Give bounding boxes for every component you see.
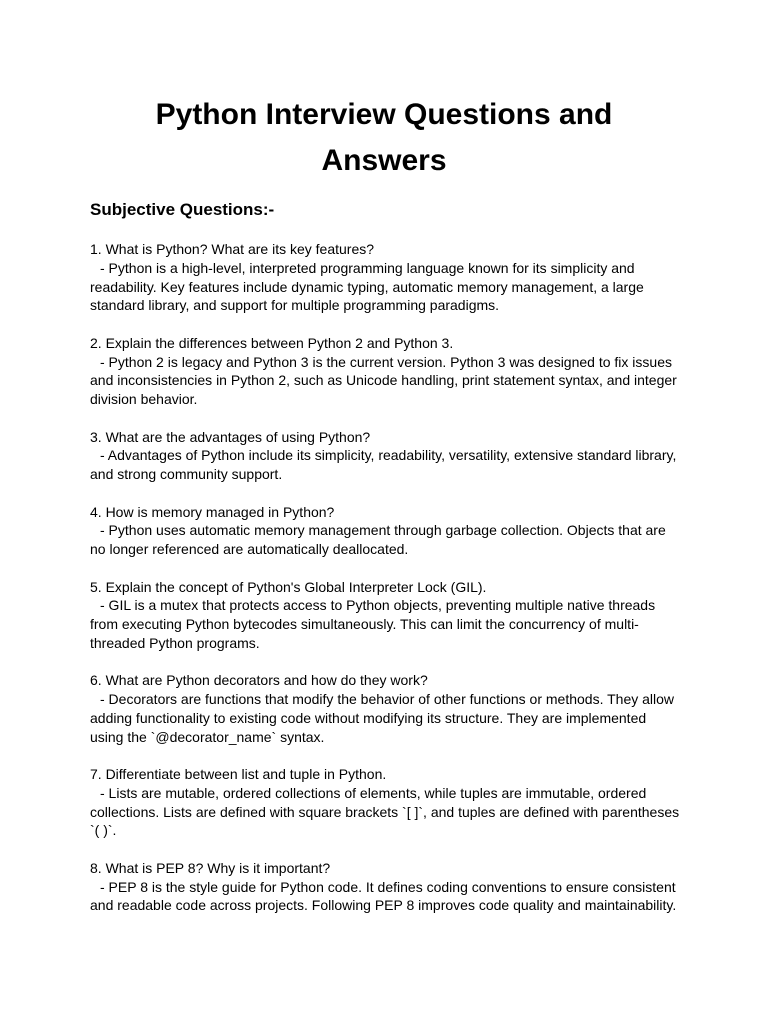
answer-text: - Python is a high-level, interpreted programming language known for its simplicity and readability. Key features include dynamic typing, automatic memory management, a large standard library, and support for multiple programming paradigms. [90,259,644,314]
answer-text: - Python 2 is legacy and Python 3 is the current version. Python 3 was designed to fix issues and inconsistencies in Python 2, such as Unicode handling, print statement syntax, and integer division behavior. [90,353,677,407]
question-text: 8. What is PEP 8? Why is it important? [90,859,331,876]
qa-item-5 [90,578,682,653]
qa-item-1 [90,240,682,315]
qa-item-8 [90,859,682,915]
question-text: 7. Differentiate between list and tuple in Python. [90,766,387,782]
qa-item-2 [90,334,682,409]
answer-text: - Decorators are functions that modify the behavior of other functions or methods. They allow adding functionality to existing code without modifying its structure. They are implemented using the `@decorator_name` syntax. [90,691,675,745]
question-text: 1. What is Python? What are its key features? [90,241,375,257]
answer-text: - Advantages of Python include its simplicity, readability, versatility, extensive standard library, and strong community support. [90,447,677,482]
page-title: Python Interview Questions and Answers [155,98,613,177]
question-text: 2. Explain the differences between Python 2 and Python 3. [90,334,454,351]
question-text: 6. What are Python decorators and how do they work? [90,672,428,689]
qa-item-4 [90,503,682,559]
answer-text: - Lists are mutable, ordered collections of elements, while tuples are immutable, ordered collections. Lists are defined with square brackets `[ ]`, and tuples are defined with parentheses `( )`. [90,784,680,839]
question-text: 5. Explain the concept of Python's Global Interpreter Lock (GIL). [90,578,487,595]
qa-item-7 [90,765,682,840]
answer-text: - PEP 8 is the style guide for Python code. It defines coding conventions to ensure consistent and readable code across projects. Following PEP 8 improves code quality and maintainability. [90,878,677,914]
question-list [90,240,682,934]
question-text: 3. What are the advantages of using Python? [90,428,371,445]
qa-item-3 [90,428,682,484]
qa-item-6 [90,671,682,746]
answer-text: - GIL is a mutex that protects access to Python objects, preventing multiple native threads from executing Python bytecodes simultaneously. This can limit the concurrency of multi-threaded Python programs. [90,597,656,651]
answer-text: - Python uses automatic memory management through garbage collection. Objects that are no longer referenced are automatically deallocated. [90,522,666,557]
question-text: 4. How is memory managed in Python? [90,503,335,520]
section-heading: Subjective Questions:- [90,200,275,219]
